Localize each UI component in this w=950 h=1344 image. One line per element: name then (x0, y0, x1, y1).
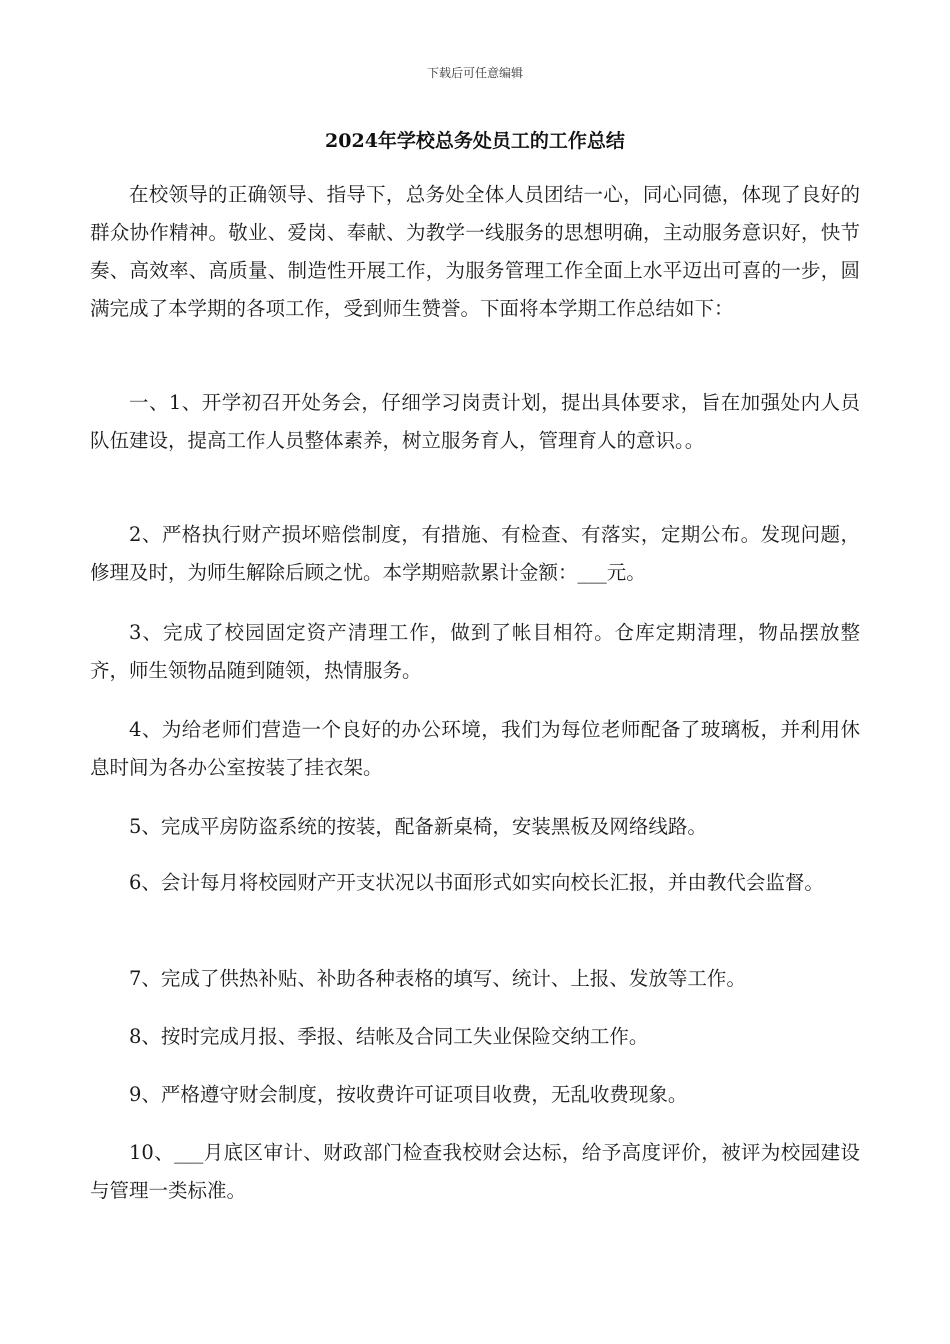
item-paragraph-10: 10、___月底区审计、财政部门检查我校财会达标，给予高度评价，被评为校园建设与管理一类标准。 (90, 1141, 860, 1202)
document-title: 2024年学校总务处员工的工作总结 (325, 130, 625, 152)
download-note: 下载后可任意编辑 (426, 66, 523, 80)
item-paragraph-1: 一、1、开学初召开处务会，仔细学习岗责计划，提出具体要求，旨在加强处内人员队伍建设，提高工作人员整体素养，树立服务育人，管理育人的意识。。 (90, 391, 860, 452)
item-paragraph-2: 2、严格执行财产损坏赔偿制度，有措施、有检查、有落实，定期公布。发现问题，修理及时，为师生解除后顾之忧。本学期赔款累计金额：___元。 (90, 523, 860, 584)
item-paragraph-6: 6、会计每月将校园财产开支状况以书面形式如实向校长汇报，并由教代会监督。 (129, 871, 824, 894)
item-paragraph-4: 4、为给老师们营造一个良好的办公环境，我们为每位老师配备了玻璃板，并利用休息时间为各办公室按装了挂衣架。 (90, 718, 860, 779)
intro-paragraph: 在校领导的正确领导、指导下，总务处全体人员团结一心，同心同德，体现了良好的群众协作精神。敬业、爱岗、奉献、为教学一线服务的思想明确，主动服务意识好，快节奏、高效率、高质量、制造性开展工作，为服务管理工作全面上水平迈出可喜的一步，圆满完成了本学期的各项工作，受到师生赞誉。下面将本学期工作总结如下： (90, 183, 860, 320)
item-paragraph-9: 9、严格遵守财会制度，按收费许可证项目收费，无乱收费现象。 (129, 1083, 688, 1106)
item-paragraph-8: 8、按时完成月报、季报、结帐及合同工失业保险交纳工作。 (129, 1025, 649, 1048)
item-paragraph-7: 7、完成了供热补贴、补助各种表格的填写、统计、上报、发放等工作。 (129, 967, 746, 990)
item-paragraph-3: 3、完成了校园固定资产清理工作，做到了帐目相符。仓库定期清理，物品摆放整齐，师生领物品随到随领，热情服务。 (90, 621, 860, 682)
item-paragraph-5: 5、完成平房防盗系统的按装，配备新桌椅，安装黑板及网络线路。 (129, 815, 707, 838)
